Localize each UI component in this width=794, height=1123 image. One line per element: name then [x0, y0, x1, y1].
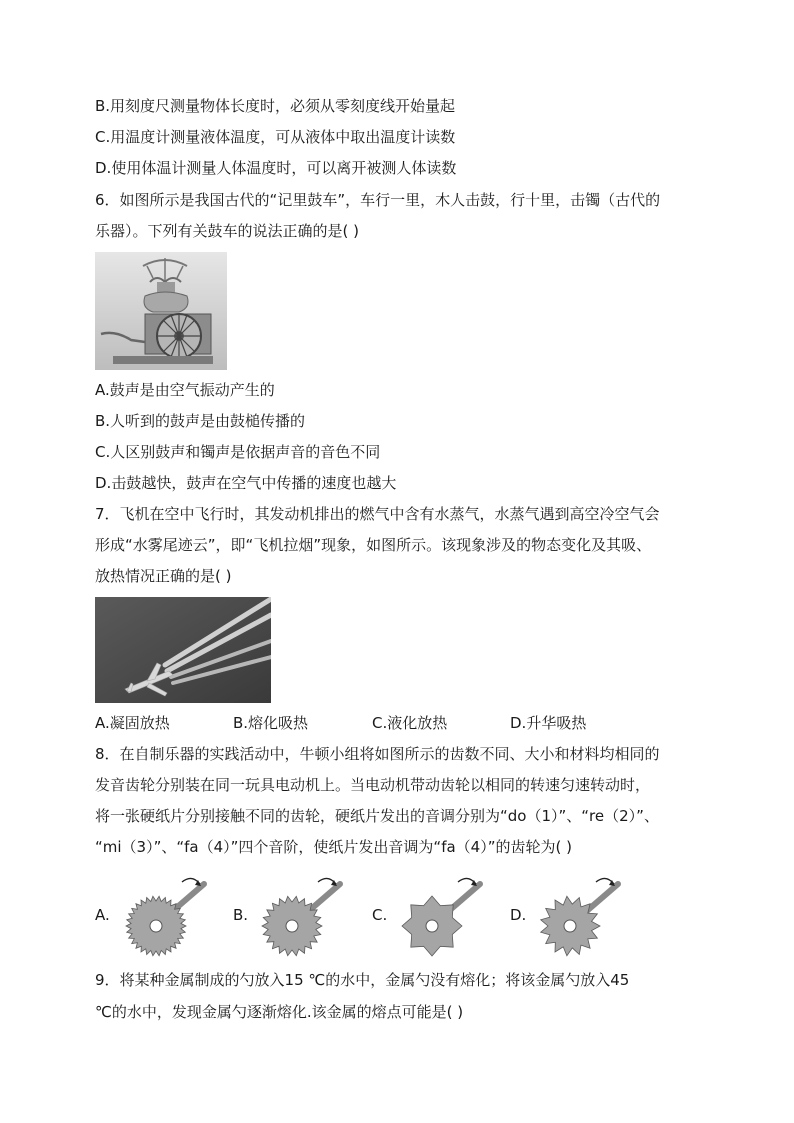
- q6-option-d: D.击鼓越快，鼓声在空气中传播的速度也越大: [95, 474, 397, 492]
- q7-option-d: D.升华吸热: [510, 714, 587, 732]
- q6-option-b: B.人听到的鼓声是由鼓槌传播的: [95, 412, 306, 430]
- q8-option-a-label: A.: [95, 906, 110, 924]
- gear-a-icon: [112, 870, 212, 962]
- q7-stem-line2: 形成“水雾尾迹云”，即“飞机拉烟”现象，如图所示。该现象涉及的物态变化及其吸、: [95, 536, 652, 554]
- drum-cart-photo: [95, 252, 227, 370]
- contrail-photo: [95, 597, 271, 703]
- q9-stem-line1: 9．将某种金属制成的勺放入15 ℃的水中，金属勺没有熔化；将该金属勺放入45: [95, 971, 630, 989]
- q8-stem-line4: “mi（3）”、“fa（4）”四个音阶，使纸片发出音调为“fa（4）”的齿轮为( ): [95, 838, 572, 856]
- q7-stem-line3: 放热情况正确的是( ): [95, 567, 232, 585]
- q7-option-a: A.凝固放热: [95, 714, 170, 732]
- q5-option-d: D.使用体温计测量人体温度时，可以离开被测人体读数: [95, 159, 457, 177]
- q6-stem-line2: 乐器）。下列有关鼓车的说法正确的是( ): [95, 222, 359, 240]
- q5-option-b: B.用刻度尺测量物体长度时，必须从零刻度线开始量起: [95, 97, 456, 115]
- q8-stem-line3: 将一张硬纸片分别接触不同的齿轮，硬纸片发出的音调分别为“do（1）”、“re（2）”、: [95, 807, 659, 825]
- q7-option-b: B.熔化吸热: [233, 714, 309, 732]
- gear-d-icon: [526, 870, 626, 962]
- q8-stem-line1: 8．在自制乐器的实践活动中，牛顿小组将如图所示的齿数不同、大小和材料均相同的: [95, 745, 660, 763]
- q8-stem-line2: 发音齿轮分别装在同一玩具电动机上。当电动机带动齿轮以相同的转速匀速转动时，: [95, 776, 651, 794]
- q6-option-a: A.鼓声是由空气振动产生的: [95, 381, 275, 399]
- q6-stem-line1: 6．如图所示是我国古代的“记里鼓车”，车行一里，木人击鼓，行十里，击镯（古代的: [95, 191, 661, 209]
- q9-stem-line2: ℃的水中，发现金属勺逐渐熔化.该金属的熔点可能是( ): [95, 1003, 464, 1021]
- gear-c-icon: [388, 870, 488, 962]
- q7-option-c: C.液化放热: [372, 714, 448, 732]
- q6-option-c: C.人区别鼓声和镯声是依据声音的音色不同: [95, 443, 381, 461]
- q8-option-d-label: D.: [510, 906, 527, 924]
- q8-option-b-label: B.: [233, 906, 249, 924]
- gear-b-icon: [248, 870, 348, 962]
- q5-option-c: C.用温度计测量液体温度，可从液体中取出温度计读数: [95, 128, 456, 146]
- q8-option-c-label: C.: [372, 906, 388, 924]
- q7-stem-line1: 7．飞机在空中飞行时，其发动机排出的燃气中含有水蒸气，水蒸气遇到高空冷空气会: [95, 505, 660, 523]
